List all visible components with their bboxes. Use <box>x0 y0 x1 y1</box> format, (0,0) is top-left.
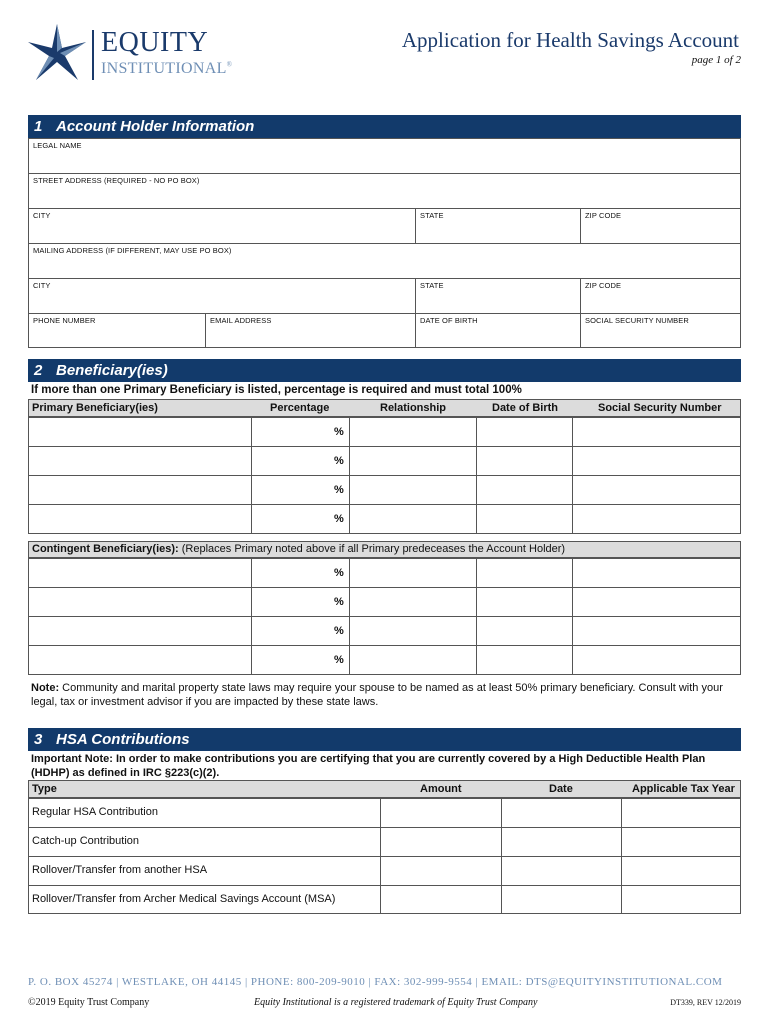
section-1-header: 1 Account Holder Information <box>28 115 741 138</box>
table-row: Rollover/Transfer from Archer Medical Savings Account (MSA) <box>32 893 336 905</box>
mailing-address-field[interactable]: MAILING ADDRESS (IF DIFFERENT, MAY USE PO BOX) <box>33 246 232 255</box>
hdhp-important-note: Important Note: In order to make contributions you are certifying that you are currently covered by a High Deductible Health Plan (HDHP) as defined in IRC §223(c)(2). <box>31 753 706 779</box>
table-row: Regular HSA Contribution <box>32 806 158 818</box>
col-primary: Primary Beneficiary(ies) <box>32 402 158 414</box>
mailing-city-field[interactable]: CITY <box>33 281 51 290</box>
section-3-header: 3 HSA Contributions <box>28 728 741 751</box>
percent-sign: % <box>334 455 344 467</box>
logo-wordmark: EQUITY <box>101 27 209 58</box>
page-number: page 1 of 2 <box>691 54 741 66</box>
trademark-notice: Equity Institutional is a registered trademark of Equity Trust Company <box>254 997 538 1008</box>
ssn-field[interactable]: SOCIAL SECURITY NUMBER <box>585 316 689 325</box>
logo-subtext: INSTITUTIONAL® <box>101 60 233 77</box>
col-tax-year: Applicable Tax Year <box>632 783 735 795</box>
percent-sign: % <box>334 426 344 438</box>
zip-field[interactable]: ZIP CODE <box>585 211 622 220</box>
col-date: Date <box>549 783 573 795</box>
percent-sign: % <box>334 596 344 608</box>
mailing-zip-field[interactable]: ZIP CODE <box>585 281 622 290</box>
beneficiary-notice: If more than one Primary Beneficiary is listed, percentage is required and must total 100% <box>31 384 522 396</box>
percent-sign: % <box>334 567 344 579</box>
percent-sign: % <box>334 513 344 525</box>
copyright: ©2019 Equity Trust Company <box>28 997 150 1008</box>
col-relationship: Relationship <box>380 402 447 414</box>
table-row: Catch-up Contribution <box>32 835 140 847</box>
mailing-state-field[interactable]: STATE <box>420 281 444 290</box>
col-dob: Date of Birth <box>492 402 558 414</box>
footer-contact: P. O. BOX 45274 | WESTLAKE, OH 44145 | PHONE: 800-209-9010 | FAX: 302-999-9554 | EMAIL: DTS@EQUITYINSTITUTIONAL.COM <box>28 976 723 988</box>
table-row: Rollover/Transfer from another HSA <box>32 864 208 876</box>
form-id: DT339, REV 12/2019 <box>670 998 741 1007</box>
email-field[interactable]: EMAIL ADDRESS <box>210 316 272 325</box>
form-title: Application for Health Savings Account <box>401 28 739 52</box>
phone-field[interactable]: PHONE NUMBER <box>33 316 96 325</box>
col-type: Type <box>32 783 57 795</box>
contingent-label: Contingent Beneficiary(ies): (Replaces Primary noted above if all Primary predeceases the Account Holder) <box>32 543 566 555</box>
percent-sign: % <box>334 625 344 637</box>
col-amount: Amount <box>420 783 462 795</box>
star-logo-icon <box>26 22 88 84</box>
percent-sign: % <box>334 484 344 496</box>
street-address-field[interactable]: STREET ADDRESS (REQUIRED - NO PO BOX) <box>33 176 200 185</box>
logo-divider <box>92 30 94 80</box>
city-field[interactable]: CITY <box>33 211 51 220</box>
col-percentage: Percentage <box>270 402 330 414</box>
section-2-header: 2 Beneficiary(ies) <box>28 359 741 382</box>
percent-sign: % <box>334 654 344 666</box>
legal-name-field[interactable]: LEGAL NAME <box>33 141 82 150</box>
state-field[interactable]: STATE <box>420 211 444 220</box>
dob-field[interactable]: DATE OF BIRTH <box>420 316 478 325</box>
community-property-note: Note: Community and marital property state laws may require your spouse to be named as at least 50% primary beneficiary. Consult with your legal, tax or investment advisor if you are impacted by these state laws. <box>31 682 723 708</box>
col-ssn: Social Security Number <box>598 402 722 414</box>
